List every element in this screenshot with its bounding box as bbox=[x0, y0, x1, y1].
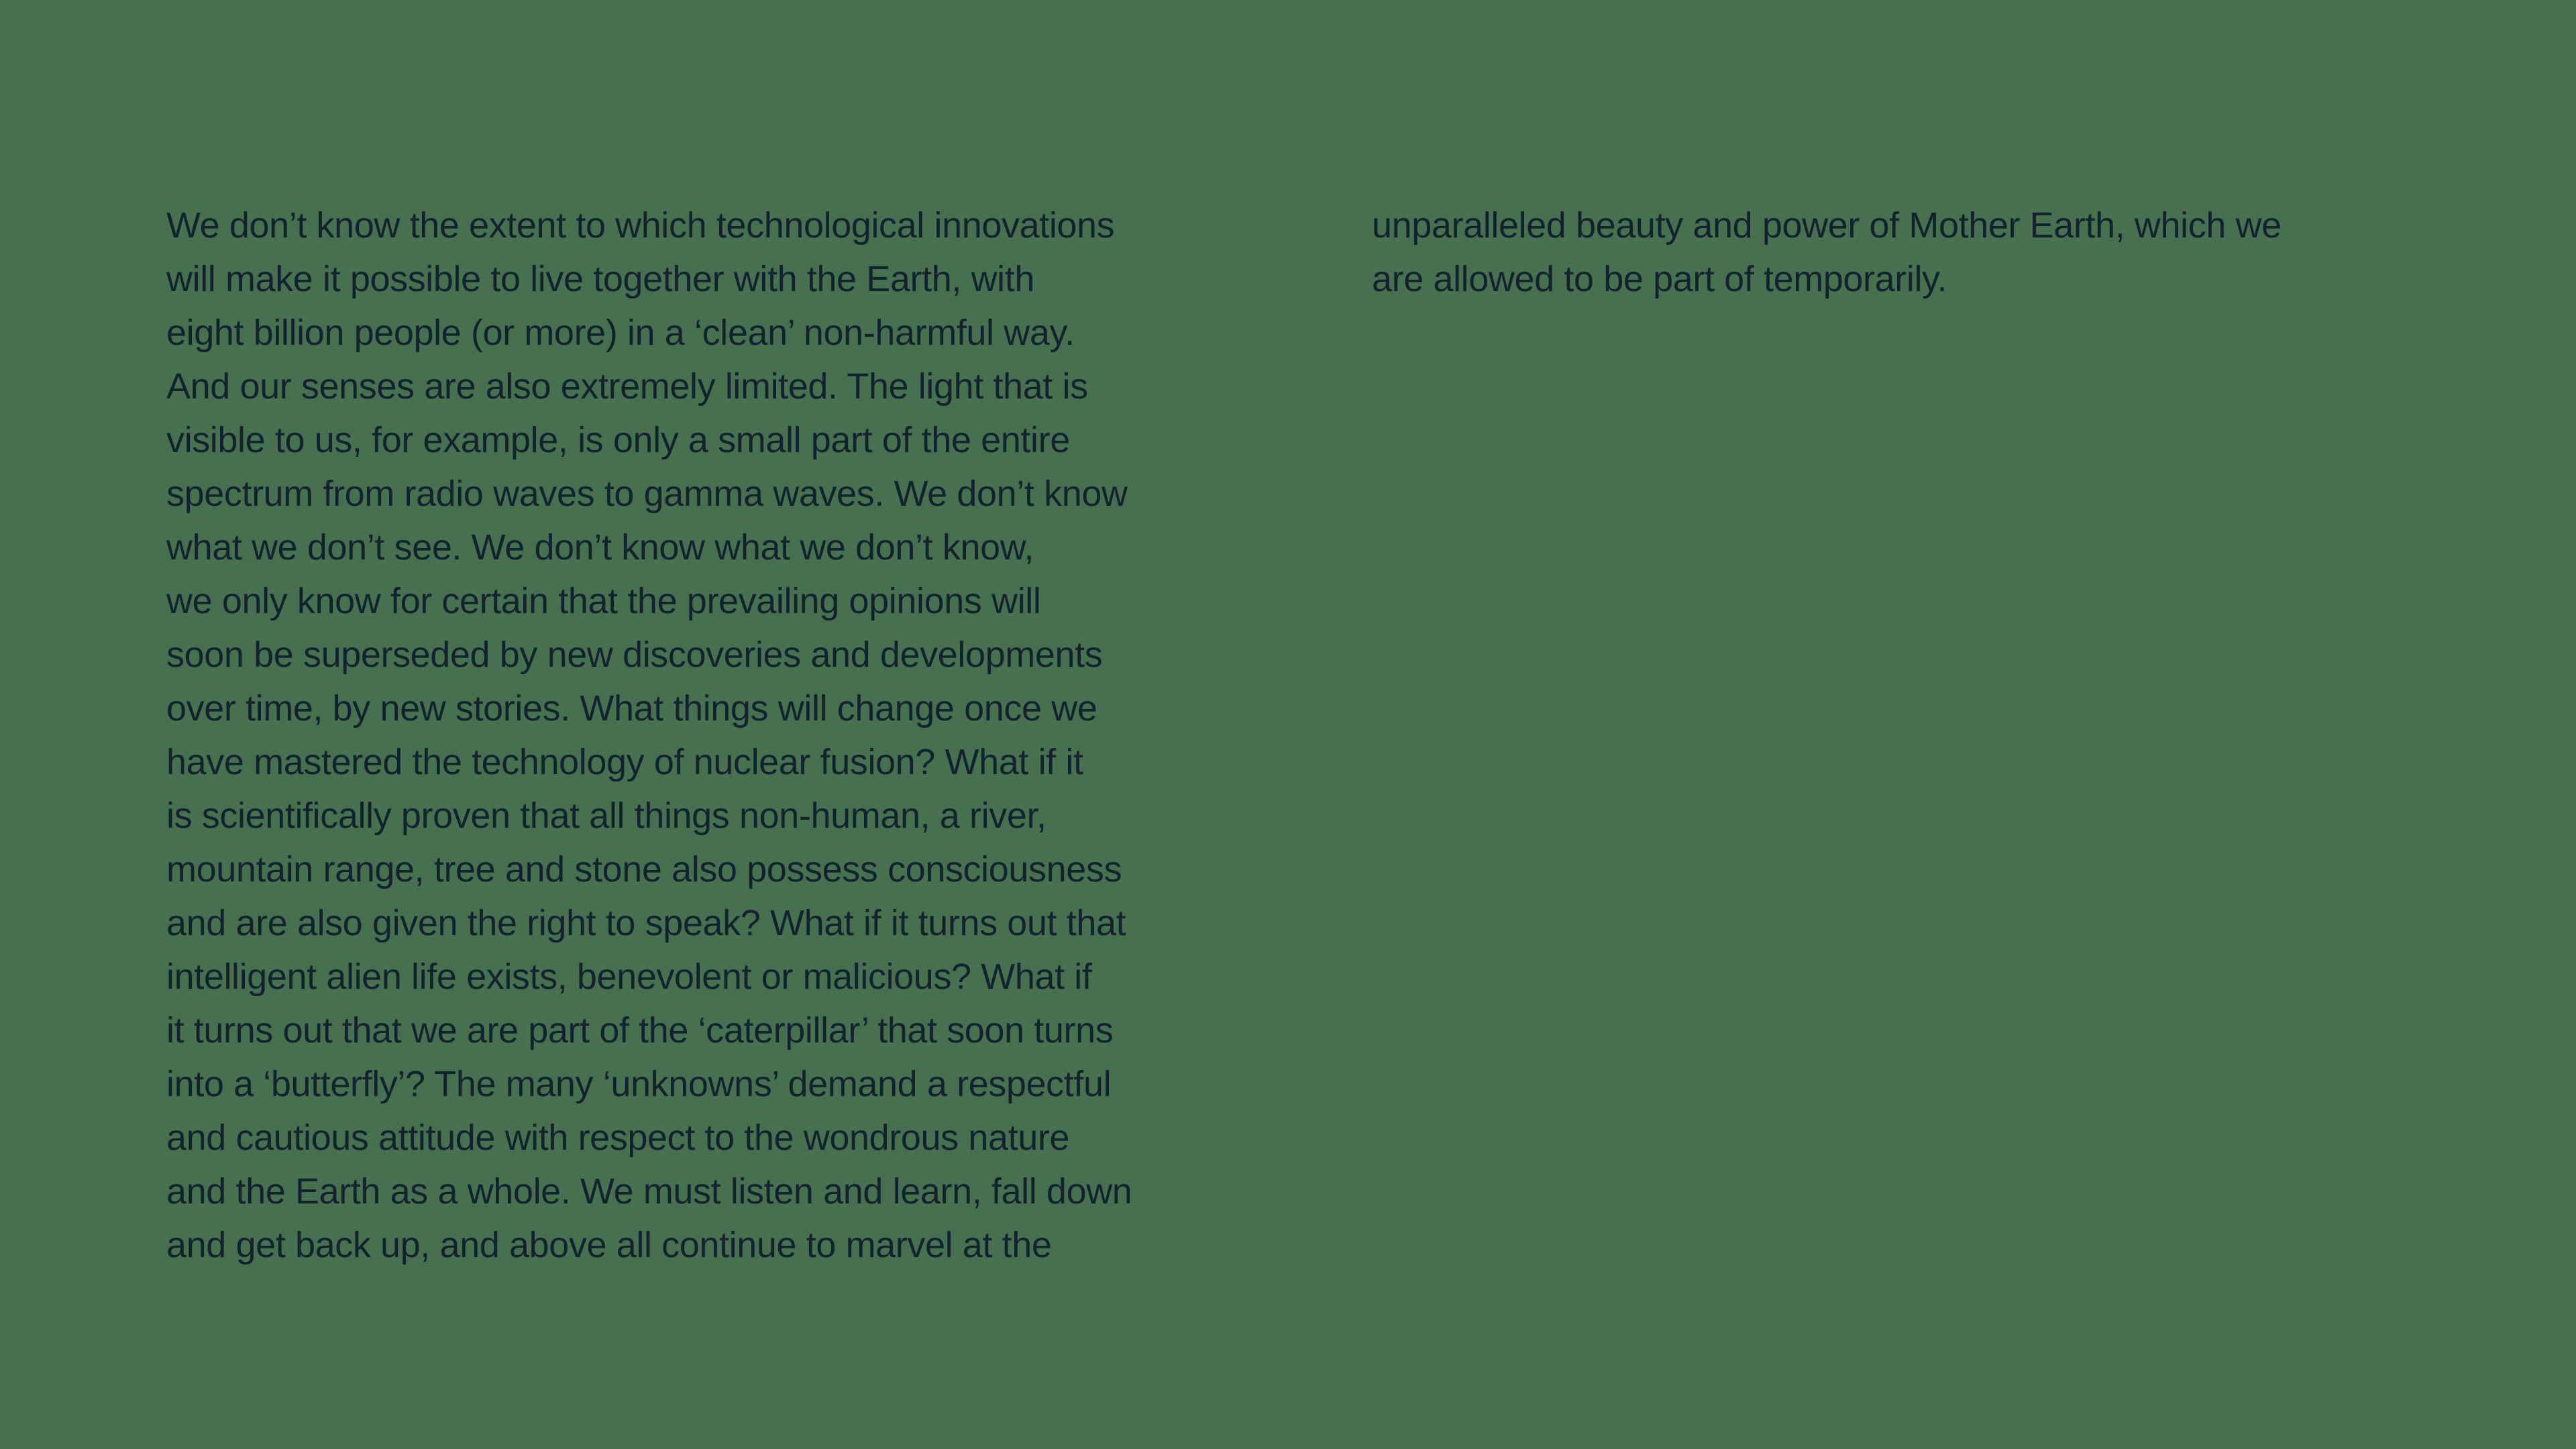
text-line: eight billion people (or more) in a ‘clean’ non-harmful way. bbox=[166, 313, 1075, 353]
text-line: it turns out that we are part of the ‘caterpillar’ that soon turns bbox=[166, 1010, 1114, 1051]
text-column-right bbox=[1372, 199, 2472, 306]
text-line: spectrum from radio waves to gamma waves. We don’t know bbox=[166, 474, 1128, 514]
text-line: and are also given the right to speak? What if it turns out that bbox=[166, 903, 1126, 943]
text-line: We don’t know the extent to which technological innovations bbox=[166, 205, 1115, 246]
text-line: unparalleled beauty and power of Mother Earth, which we bbox=[1372, 205, 2282, 246]
text-line: into a ‘butterfly’? The many ‘unknowns’ demand a respectful bbox=[166, 1064, 1112, 1104]
text-line: we only know for certain that the prevailing opinions will bbox=[166, 581, 1041, 621]
text-line: have mastered the technology of nuclear fusion? What if it bbox=[166, 742, 1083, 782]
text-line: And our senses are also extremely limited. The light that is bbox=[166, 366, 1088, 407]
text-line: and cautious attitude with respect to the wondrous nature bbox=[166, 1118, 1070, 1158]
text-line: visible to us, for example, is only a small part of the entire bbox=[166, 420, 1070, 460]
text-line: intelligent alien life exists, benevolent or malicious? What if bbox=[166, 957, 1092, 997]
text-line: over time, by new stories. What things will change once we bbox=[166, 688, 1097, 729]
text-line: is scientifically proven that all things non-human, a river, bbox=[166, 796, 1046, 836]
text-line: are allowed to be part of temporarily. bbox=[1372, 259, 1947, 299]
text-line: will make it possible to live together with the Earth, with bbox=[166, 259, 1034, 299]
text-column-left bbox=[166, 199, 1267, 1272]
text-line: mountain range, tree and stone also possess consciousness bbox=[166, 849, 1122, 890]
text-line: soon be superseded by new discoveries and developments bbox=[166, 635, 1103, 675]
text-line: and the Earth as a whole. We must listen and learn, fall down bbox=[166, 1171, 1132, 1212]
text-line: what we don’t see. We don’t know what we don’t know, bbox=[166, 527, 1034, 568]
text-line: and get back up, and above all continue to marvel at the bbox=[166, 1225, 1052, 1265]
